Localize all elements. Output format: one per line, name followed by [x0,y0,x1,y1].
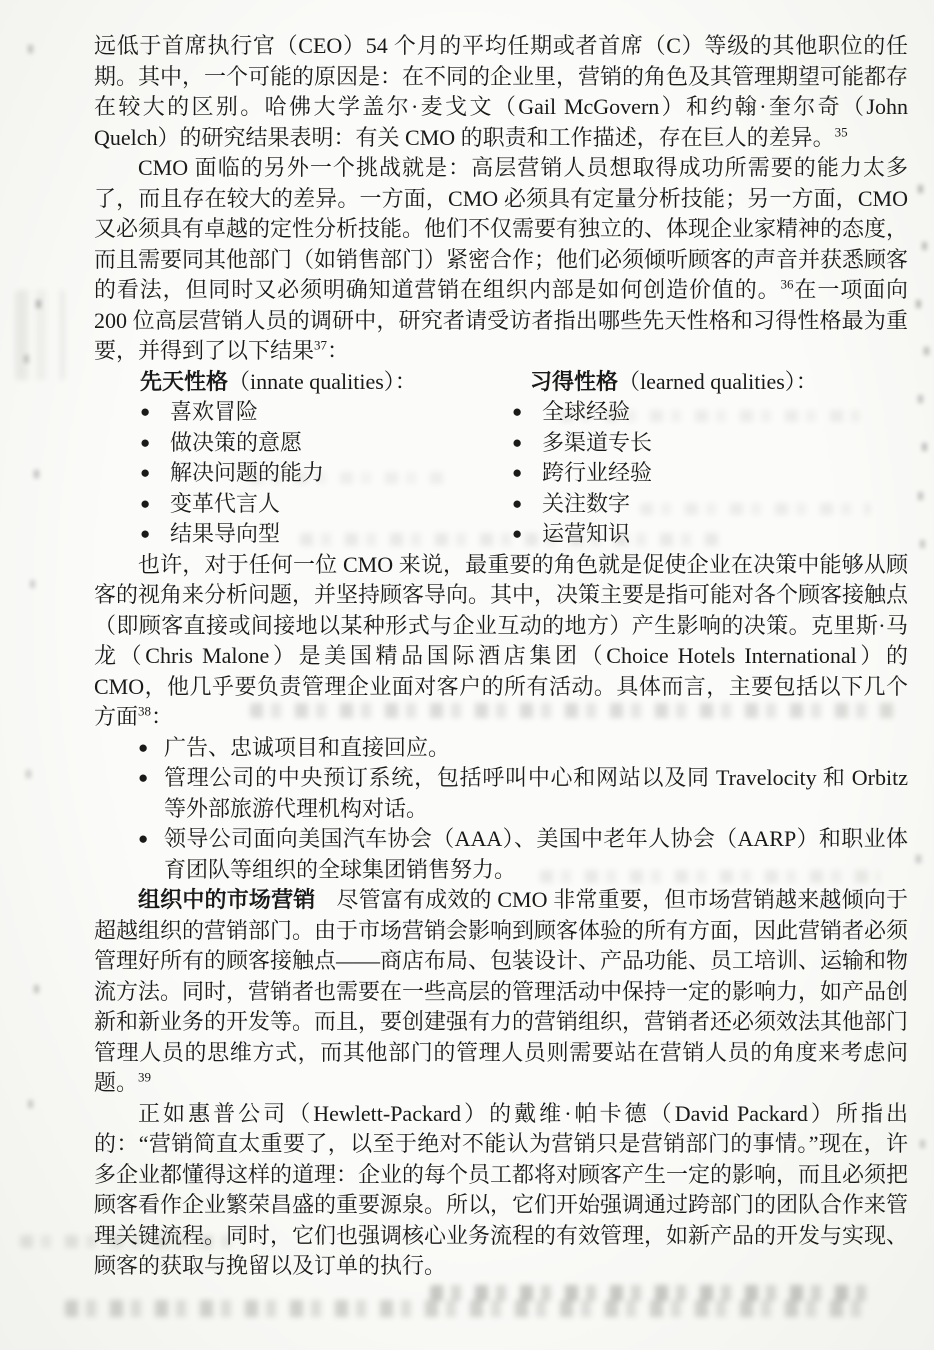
duty-item [138,824,908,885]
paragraph-text: CMO 面临的另外一个挑战就是：高层营销人员想取得成功所需要的能力太多了，而且存在较大的差异。一方面，CMO 必须具有定量分析技能；另一方面，CMO 又必须具有卓越的定性分析技能。他们不仅需要有独立的、体现企业家精神的态度，而且需要同其他部门（如销售部门）紧密合作；他们必须倾听顾客的声音并获悉顾客的看法，但同时又必须明确知道营销在组织内部是如何创造价值的。 [94,155,909,302]
bullet-icon: ● [512,432,523,452]
bullet-icon: ● [138,768,149,787]
duty-item [138,763,908,824]
endnote-ref-39: 39 [138,1069,152,1085]
bleed-through-line [65,1300,865,1317]
quality-item [512,458,908,489]
paragraph-text: 也许，对于任何一位 CMO 来说，最重要的角色就是促使企业在决策中能够从顾客的视角来分析问题，并坚持顾客导向。其中，决策主要是指可能对各个顾客接触点（即顾客直接或间接地以某种形式与企业互动的地方）产生影响的决策。克里斯·马龙（Chris Malone）是美国精品国际酒店集团（Choice Hotels International）的 CMO，他几乎要负责管理企业面对客户的所有活动。具体而言，主要包括以下几个方面 [94,551,909,729]
quality-label: 全球经验 [542,399,631,424]
quality-item [512,519,908,550]
learned-qualities-column [512,367,908,550]
quality-item [512,428,908,459]
quality-item [140,458,512,489]
quality-label: 关注数字 [542,490,631,516]
paragraph-text: 正如惠普公司（Hewlett-Packard）的戴维·帕卡德（David Packard）所指出的：“营销简直太重要了，以至于绝对不能认为营销只是营销部门的事情。”现在，许多企业都懂得这样的道理：企业的每个员工都将对顾客产生一定的影响，而且必须把顾客看作企业繁荣昌盛的重要源泉。所以，它们开始强调通过跨部门的团队合作来管理关键流程。同时，它们也强调核心业务流程的有效管理，如新产品的开发与实现、顾客的获取与挽留以及订单的执行。 [94,1100,909,1278]
paragraph-cmo-tenure [94,31,908,153]
endnote-ref-37: 37 [314,337,328,353]
innate-qualities-header [140,367,512,398]
quality-item [140,397,512,428]
paragraph-text: 在一项面向 200 位高层营销人员的调研中，研究者请受访者指出哪些先天性格和习得性格最为重要，并得到了以下结果 [94,277,908,363]
quality-item [140,519,512,550]
paragraph-text: 远低于首席执行官（CEO）54 个月的平均任期或者首席（C）等级的其他职位的任期。其中，一个可能的原因是：在不同的企业里，营销的角色及其管理期望可能都存在较大的区别。哈佛大学盖尔·麦戈文（Gail McGovern）和约翰·奎尔奇（John Quelch）的研究结果表明：有关 CMO 的职责和工作描述，存在巨人的差异。 [94,33,909,150]
innate-qualities-column [140,367,512,550]
page-content [94,31,908,1282]
bullet-icon: ● [138,829,149,848]
header-latin-text: （learned qualities）： [618,368,818,394]
qualities-columns [94,367,908,550]
duty-item [138,733,908,764]
endnote-ref-38: 38 [138,703,152,719]
bullet-icon: ● [512,493,523,513]
quality-label: 喜欢冒险 [170,399,259,424]
bullet-icon: ● [512,463,523,482]
paragraph-customer-orientation [94,550,908,733]
bullet-icon: ● [140,463,151,482]
quality-label: 结果导向型 [170,521,281,546]
scan-speck [0,0,5,8]
paragraph-text: 尽管富有成效的 CMO 非常重要，但市场营销越来越倾向于超越组织的营销部门。由于市场营销会影响到顾客体验的所有方面，因此营销者必须管理好所有的顾客接触点——商店布局、包装设计、产品功能、员工培训、运输和物流方法。同时，营销者也需要在一些高层的管理活动中保持一定的影响力，如产品创新和新业务的开发等。而且，要创建强有力的营销组织，营销者还必须效法其他部门管理人员的思维方式，而其他部门的管理人员则需要站在营销人员的角度来考虑问题。 [94,887,909,1095]
bullet-icon: ● [140,524,151,543]
bullet-icon: ● [140,402,151,421]
paragraph-text: ： [327,338,350,363]
bullet-icon: ● [140,432,151,452]
quality-label: 运营知识 [542,521,631,546]
bullet-icon: ● [512,524,523,543]
paragraph-marketing-in-organization [94,885,908,1099]
quality-label: 变革代言人 [170,490,281,516]
duty-text: 管理公司的中央预订系统，包括呼叫中心和网站以及同 Travelocity 和 Orbitz 等外部旅游代理机构对话。 [164,765,908,821]
endnote-ref-35: 35 [834,124,848,140]
cmo-duties-list [94,733,908,886]
header-bold-text: 习得性格 [530,368,619,394]
paragraph-text: ： [151,704,174,729]
quality-item [140,428,512,459]
header-bold-text: 先天性格 [140,368,229,394]
quality-label: 解决问题的能力 [170,460,325,485]
duty-text: 广告、忠诚项目和直接回应。 [164,734,451,760]
header-latin-text: （innate qualities）： [228,368,417,394]
quality-label: 跨行业经验 [542,460,653,485]
quality-label: 多渠道专长 [542,429,653,455]
quality-label: 做决策的意愿 [170,429,303,455]
bullet-icon: ● [512,402,523,421]
duty-text: 领导公司面向美国汽车协会（AAA）、美国中老年人协会（AARP）和职业体育团队等组织的全球集团销售努力。 [164,826,908,882]
quality-item [512,489,908,520]
paragraph-packard-quote [94,1099,908,1282]
bleed-through-line [15,290,65,380]
endnote-ref-36: 36 [780,276,794,292]
learned-qualities-header [512,367,908,398]
quality-item [512,397,908,428]
section-lead-heading: 组织中的市场营销 [138,887,316,912]
paragraph-cmo-challenge [94,153,908,367]
bullet-icon: ● [140,493,151,513]
bleed-through-line [430,1285,880,1301]
quality-item [140,489,512,520]
bullet-icon: ● [138,737,149,757]
